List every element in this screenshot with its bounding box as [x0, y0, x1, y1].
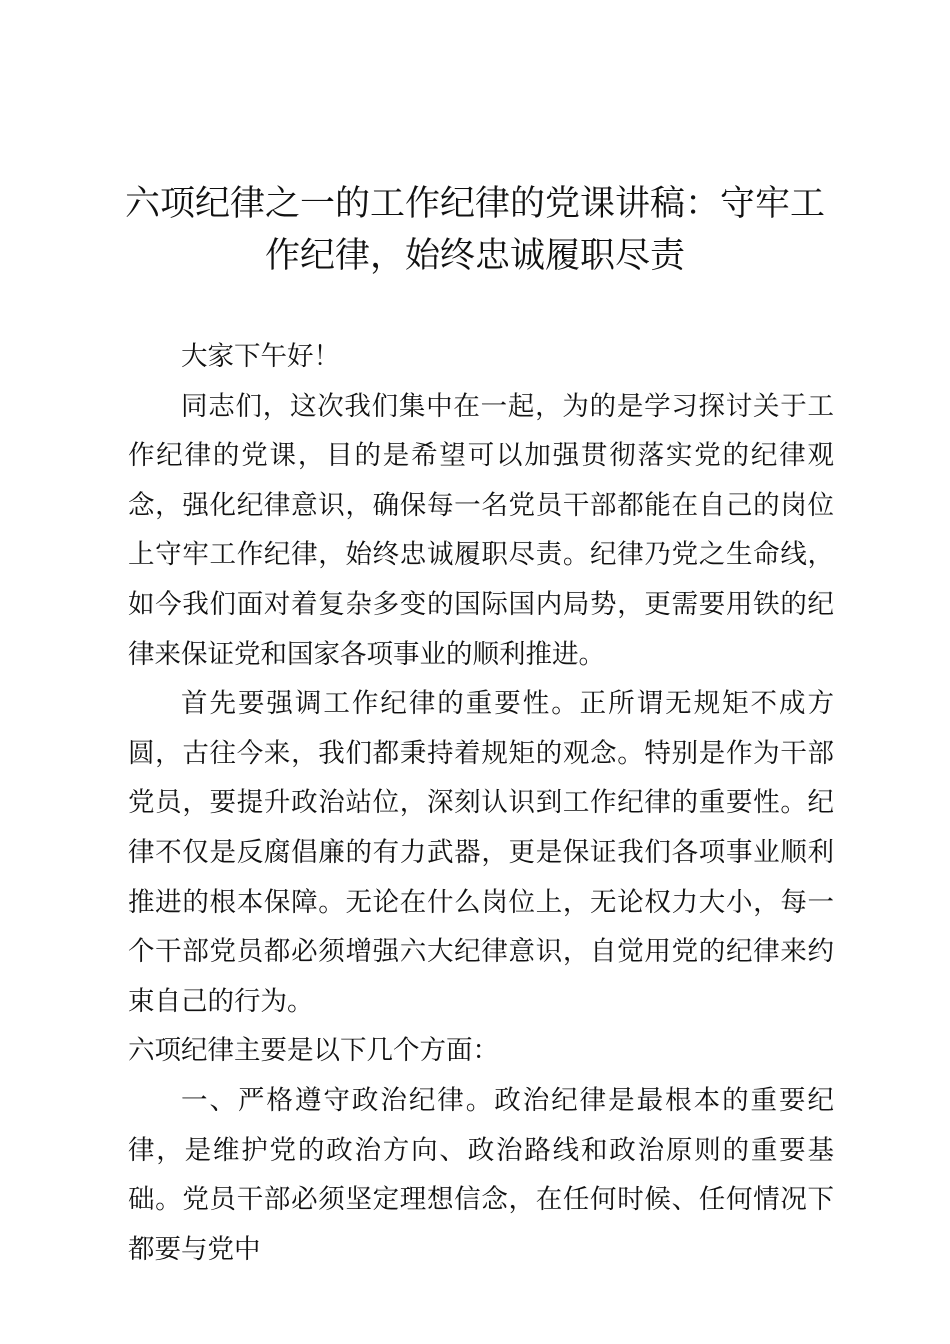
- importance-paragraph: 首先要强调工作纪律的重要性。正所谓无规矩不成方圆，古往今来，我们都秉持着规矩的观念。特别是作为干部党员，要提升政治站位，深刻认识到工作纪律的重要性。纪律不仅是反腐倡廉的有力武器，更是保证我们各项事业顺利推进的根本保障。无论在什么岗位上，无论权力大小，每一个干部党员都必须增强六大纪律意识，自觉用党的纪律来约束自己的行为。: [128, 688, 834, 1017]
- intro-paragraph: 同志们，这次我们集中在一起，为的是学习探讨关于工作纪律的党课，目的是希望可以加强贯彻落实党的纪律观念，强化纪律意识，确保每一名党员干部都能在自己的岗位上守牢工作纪律，始终忠诚履职尽责。纪律乃党之生命线，如今我们面对着复杂多变的国际国内局势，更需要用铁的纪律来保证党和国家各项事业的顺利推进。: [128, 390, 834, 670]
- document-body: [128, 332, 834, 1274]
- greeting-paragraph: 大家下午好！: [181, 341, 340, 372]
- political-discipline-paragraph: 一、严格遵守政治纪律。政治纪律是最根本的重要纪律，是维护党的政治方向、政治路线和政治原则的重要基础。党员干部必须坚定理想信念，在任何时候、任何情况下都要与党中: [128, 1084, 834, 1265]
- list-intro-paragraph: 六项纪律主要是以下几个方面：: [128, 1035, 499, 1067]
- document-title: 六项纪律之一的工作纪律的党课讲稿：守牢工作纪律，始终忠诚履职尽责: [124, 184, 825, 276]
